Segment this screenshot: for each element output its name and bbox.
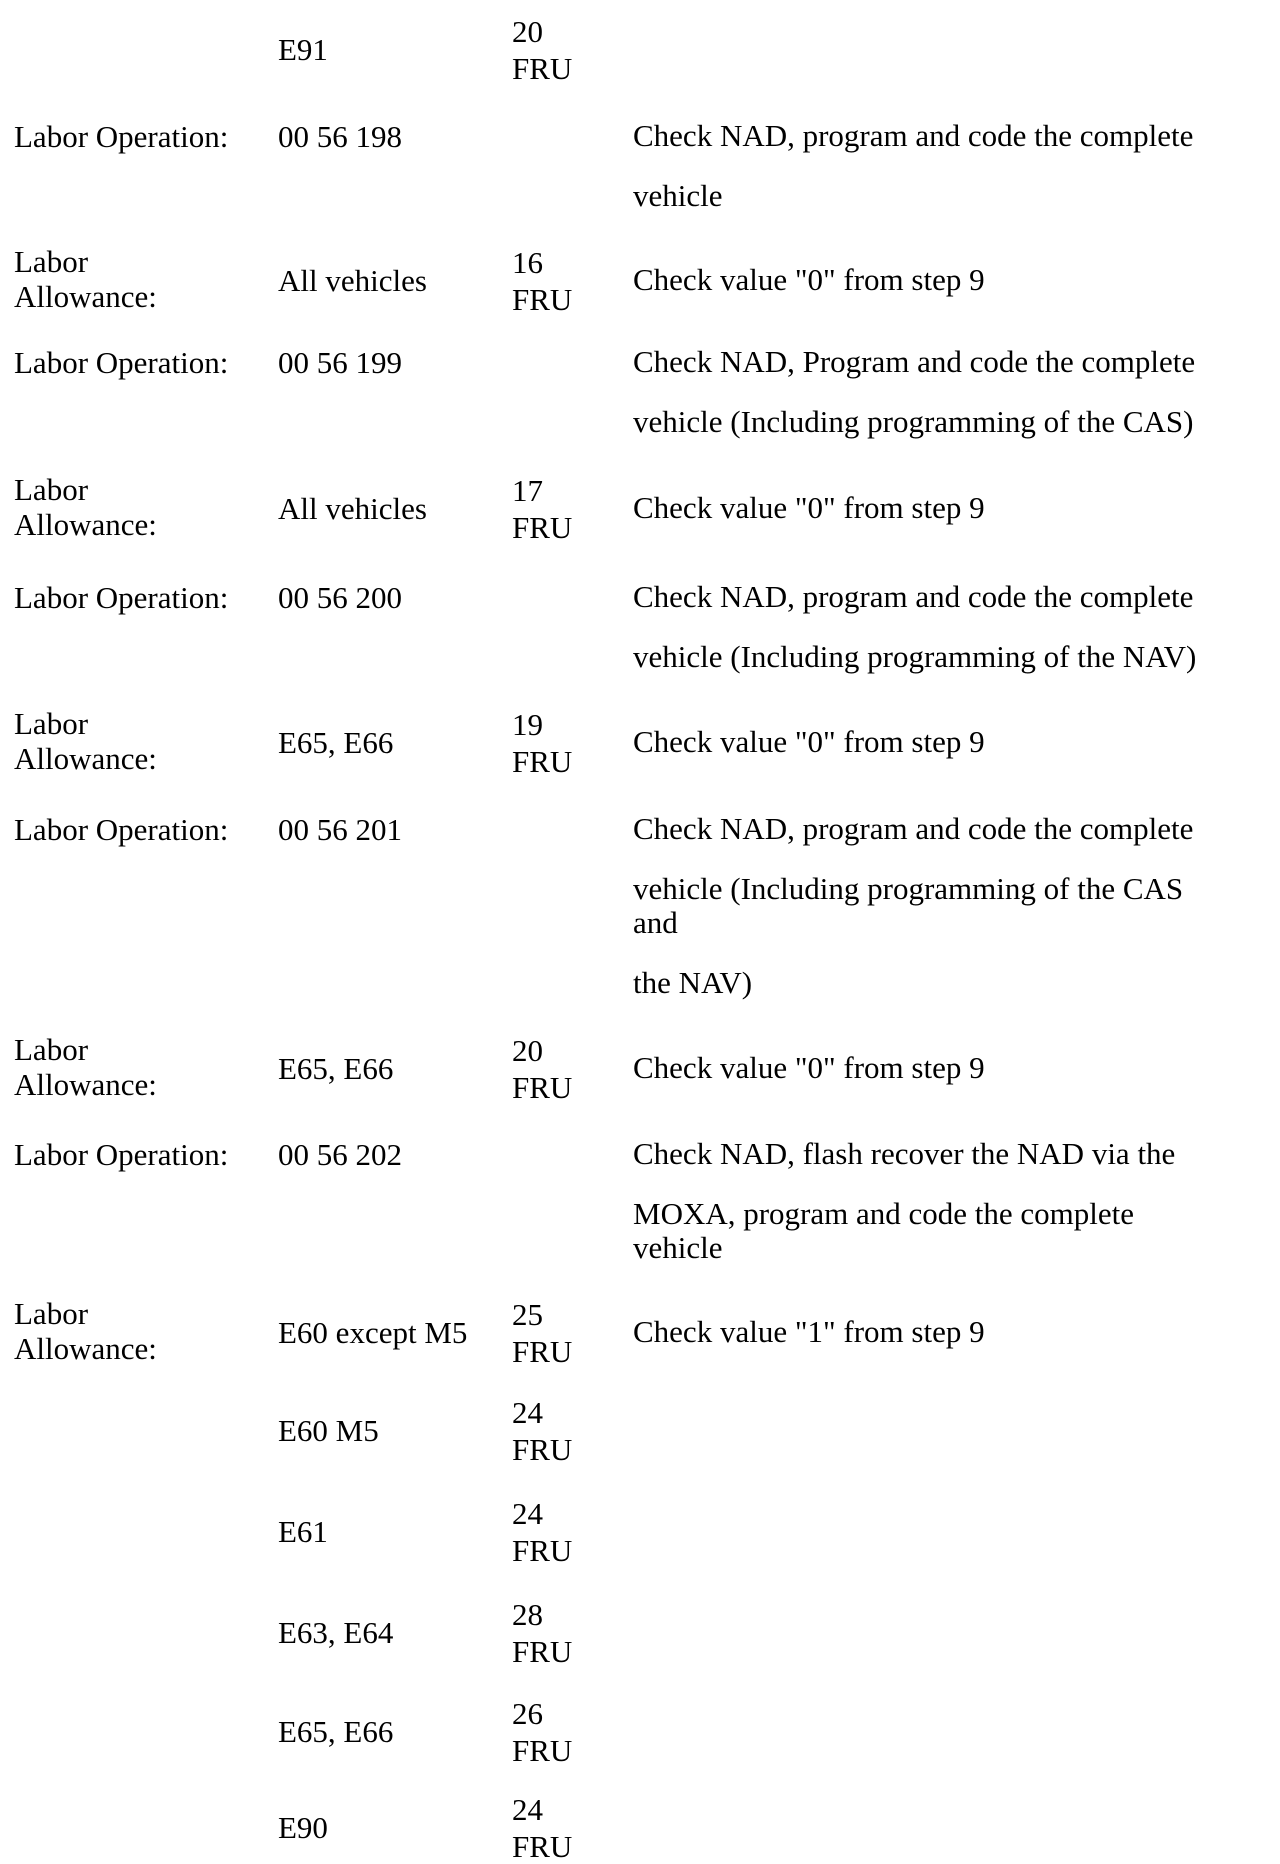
description-line: Check value "0" from step 9 xyxy=(633,262,985,297)
fru-unit: FRU xyxy=(512,282,573,317)
fru-value: 16 xyxy=(512,245,543,280)
fru-allowance xyxy=(512,1495,630,1569)
fru-unit: FRU xyxy=(512,1634,573,1669)
fru-value: 24 xyxy=(512,1496,543,1531)
fru-unit: FRU xyxy=(512,1533,573,1568)
vehicle-model: E63, E64 xyxy=(278,1615,394,1650)
vehicle-model: All vehicles xyxy=(278,263,427,298)
row-label-line: Labor xyxy=(14,1032,89,1067)
allowance-description xyxy=(633,491,1280,525)
vehicle-model: E65, E66 xyxy=(278,1714,394,1749)
description-line: vehicle xyxy=(633,1230,723,1265)
vehicle-model: E60 except M5 xyxy=(278,1315,468,1350)
vehicle-model: E65, E66 xyxy=(278,725,394,760)
fru-value: 24 xyxy=(512,1792,543,1827)
fru-allowance xyxy=(512,706,630,780)
description-line: the NAV) xyxy=(633,965,753,1000)
fru-allowance xyxy=(512,1596,630,1670)
row-label-line: Labor xyxy=(14,1296,89,1331)
row-label xyxy=(14,472,274,542)
operation-description xyxy=(633,119,1280,213)
fru-allowance xyxy=(512,13,630,87)
allowance-description xyxy=(633,725,1280,759)
fru-unit: FRU xyxy=(512,744,573,779)
vehicle-model: E91 xyxy=(278,32,328,67)
fru-allowance xyxy=(512,1394,630,1468)
operation-code: 00 56 202 xyxy=(278,1137,402,1172)
allowance-description xyxy=(633,1051,1280,1085)
row-label-line: Allowance: xyxy=(14,741,157,776)
fru-allowance xyxy=(512,1695,630,1769)
row-label xyxy=(14,1296,274,1366)
description-line: Check NAD, Program and code the complete xyxy=(633,344,1196,379)
fru-value: 20 xyxy=(512,1033,543,1068)
allowance-description xyxy=(633,1315,1280,1349)
row-label-line: Allowance: xyxy=(14,1067,157,1102)
operation-description xyxy=(633,580,1280,674)
description-line: Check value "0" from step 9 xyxy=(633,724,985,759)
fru-unit: FRU xyxy=(512,1070,573,1105)
vehicle-model: E90 xyxy=(278,1810,328,1845)
row-label-line: Labor xyxy=(14,706,89,741)
description-line: Check value "0" from step 9 xyxy=(633,1050,985,1085)
row-label-line: Allowance: xyxy=(14,1331,157,1366)
description-line: Check NAD, flash recover the NAD via the xyxy=(633,1136,1176,1171)
fru-value: 25 xyxy=(512,1297,543,1332)
fru-unit: FRU xyxy=(512,1733,573,1768)
fru-allowance xyxy=(512,1032,630,1106)
description-line: vehicle (Including programming of the CAS xyxy=(633,871,1184,906)
fru-unit: FRU xyxy=(512,51,573,86)
description-line: Check value "1" from step 9 xyxy=(633,1314,985,1349)
fru-allowance xyxy=(512,244,630,318)
fru-unit: FRU xyxy=(512,1829,573,1864)
row-label xyxy=(14,244,274,314)
row-label-line: Labor xyxy=(14,244,89,279)
fru-value: 28 xyxy=(512,1597,543,1632)
description-line: MOXA, program and code the complete xyxy=(633,1196,1135,1231)
vehicle-model: E60 M5 xyxy=(278,1413,379,1448)
operation-code: 00 56 199 xyxy=(278,345,402,380)
vehicle-model: E61 xyxy=(278,1514,328,1549)
fru-allowance xyxy=(512,1791,630,1864)
fru-unit: FRU xyxy=(512,1334,573,1369)
operation-description xyxy=(633,345,1280,439)
row-label: Labor Operation: xyxy=(14,1137,229,1172)
allowance-description xyxy=(633,263,1280,297)
row-label-line: Allowance: xyxy=(14,279,157,314)
description-line: vehicle xyxy=(633,178,723,213)
operation-code: 00 56 201 xyxy=(278,812,402,847)
row-label-line: Allowance: xyxy=(14,507,157,542)
fru-unit: FRU xyxy=(512,510,573,545)
fru-allowance xyxy=(512,472,630,546)
row-label: Labor Operation: xyxy=(14,119,229,154)
description-line: and xyxy=(633,905,678,940)
fru-value: 20 xyxy=(512,14,543,49)
vehicle-model: All vehicles xyxy=(278,491,427,526)
operation-code: 00 56 200 xyxy=(278,580,402,615)
fru-allowance xyxy=(512,1296,630,1370)
description-line: Check NAD, program and code the complete xyxy=(633,118,1194,153)
row-label: Labor Operation: xyxy=(14,812,229,847)
description-line: Check NAD, program and code the complete xyxy=(633,811,1194,846)
row-label: Labor Operation: xyxy=(14,345,229,380)
row-label xyxy=(14,1032,274,1102)
row-label xyxy=(14,706,274,776)
operation-description xyxy=(633,1137,1280,1265)
description-line: Check NAD, program and code the complete xyxy=(633,579,1194,614)
fru-value: 19 xyxy=(512,707,543,742)
fru-value: 26 xyxy=(512,1696,543,1731)
row-label: Labor Operation: xyxy=(14,580,229,615)
description-line: vehicle (Including programming of the CAS) xyxy=(633,404,1194,439)
operation-code: 00 56 198 xyxy=(278,119,402,154)
fru-value: 17 xyxy=(512,473,543,508)
vehicle-model: E65, E66 xyxy=(278,1051,394,1086)
description-line: Check value "0" from step 9 xyxy=(633,490,985,525)
description-line: vehicle (Including programming of the NAV) xyxy=(633,639,1197,674)
fru-value: 24 xyxy=(512,1395,543,1430)
fru-unit: FRU xyxy=(512,1432,573,1467)
row-label-line: Labor xyxy=(14,472,89,507)
operation-description xyxy=(633,812,1280,1000)
